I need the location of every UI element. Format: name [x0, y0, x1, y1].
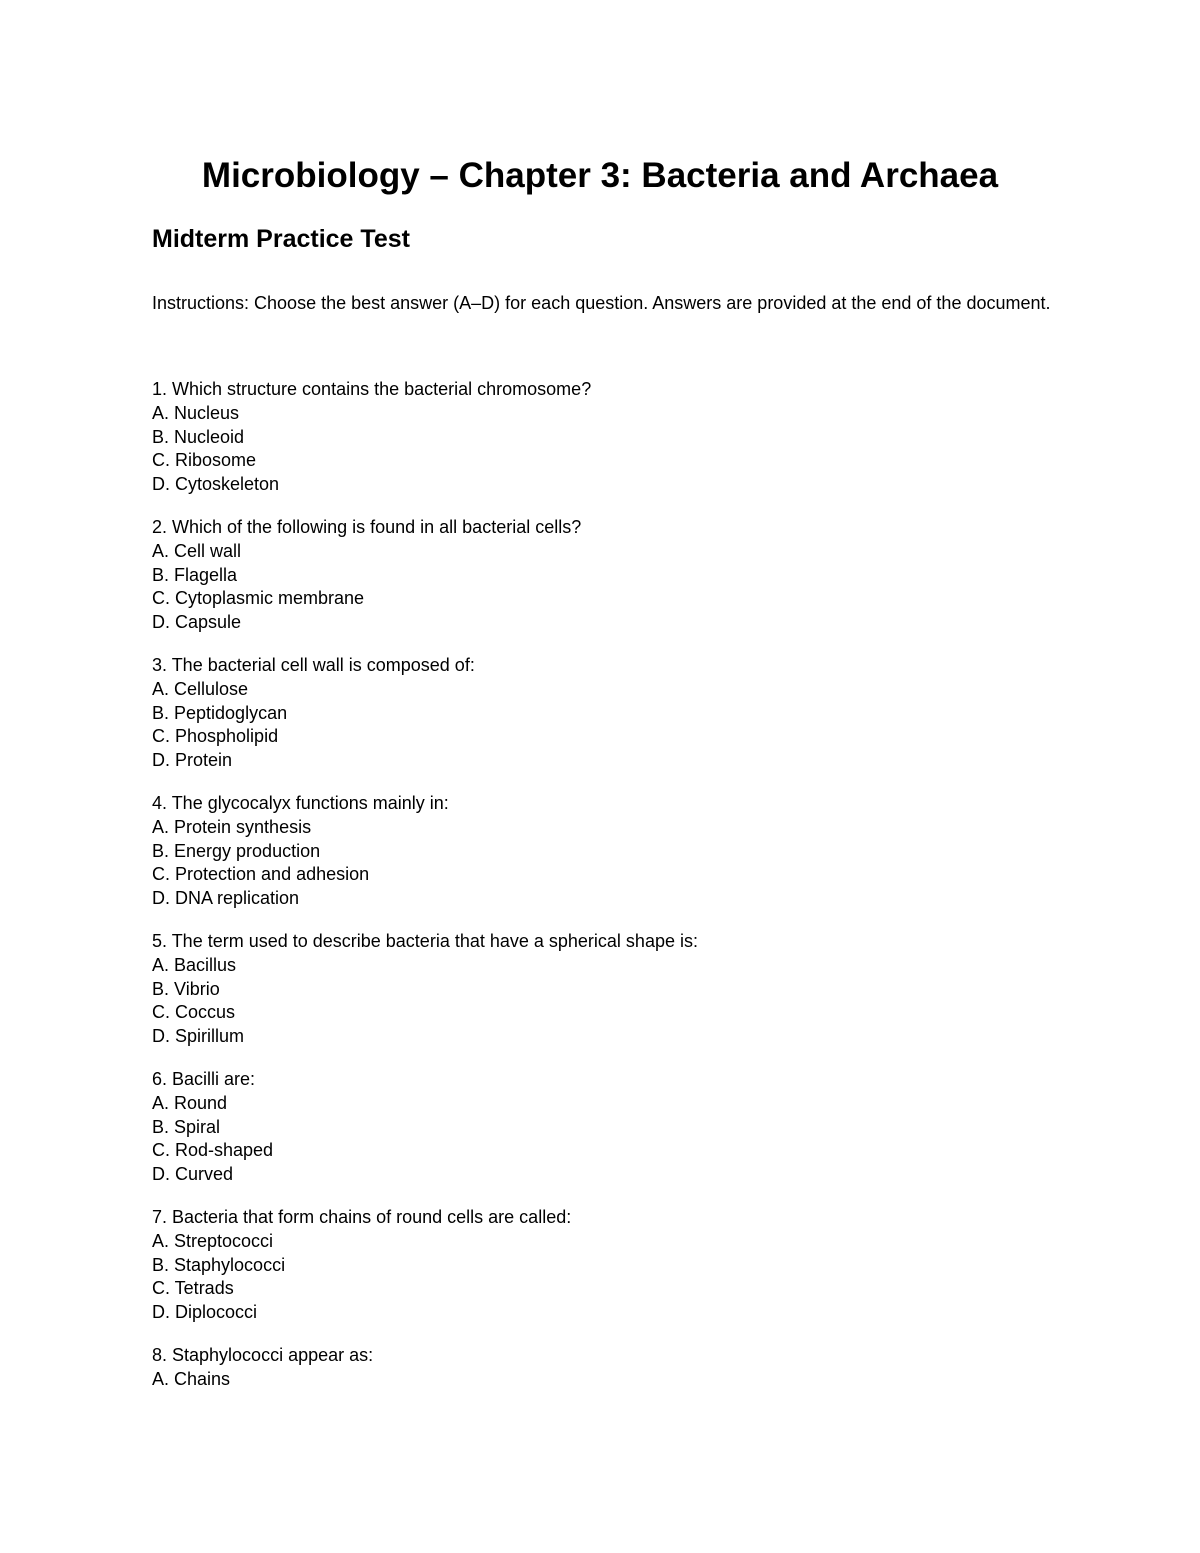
- question-text: 3. The bacterial cell wall is composed of:: [152, 654, 475, 675]
- answer-option: B. Nucleoid: [152, 426, 245, 447]
- question-3: [152, 654, 1052, 773]
- question-text: 5. The term used to describe bacteria that have a spherical shape is:: [152, 930, 698, 951]
- question-6: [152, 1068, 1052, 1187]
- answer-option: C. Coccus: [152, 1002, 236, 1023]
- answer-option: A. Streptococci: [152, 1230, 274, 1251]
- answer-option: C. Ribosome: [152, 450, 257, 471]
- question-7: [152, 1206, 1052, 1325]
- question-text: 7. Bacteria that form chains of round cells are called:: [152, 1206, 572, 1227]
- question-2: [152, 516, 1052, 635]
- question-1: [152, 378, 1052, 497]
- answer-option: D. Curved: [152, 1164, 234, 1185]
- answer-option: B. Vibrio: [152, 978, 220, 999]
- page-title: Microbiology – Chapter 3: Bacteria and Archaea: [201, 156, 999, 195]
- answer-option: C. Cytoplasmic membrane: [152, 588, 365, 609]
- answer-option: A. Round: [152, 1092, 228, 1113]
- question-4: [152, 792, 1052, 911]
- answer-option: C. Rod-shaped: [152, 1140, 274, 1161]
- question-text: 1. Which structure contains the bacterial chromosome?: [152, 379, 592, 399]
- answer-option: D. DNA replication: [152, 888, 300, 909]
- question-text: 4. The glycocalyx functions mainly in:: [152, 792, 449, 813]
- answer-option: A. Chains: [152, 1368, 231, 1389]
- question-text: 6. Bacilli are:: [152, 1068, 256, 1089]
- question-list: [152, 378, 1052, 1410]
- answer-option: C. Protection and adhesion: [152, 864, 370, 885]
- answer-option: B. Peptidoglycan: [152, 702, 288, 723]
- answer-option: D. Diplococci: [152, 1302, 258, 1323]
- answer-option: D. Protein: [152, 750, 233, 771]
- answer-option: D. Capsule: [152, 612, 242, 633]
- answer-option: C. Phospholipid: [152, 726, 279, 747]
- answer-option: A. Cellulose: [152, 678, 249, 699]
- question-8: [152, 1344, 1052, 1392]
- answer-option: B. Flagella: [152, 564, 238, 585]
- question-text: 8. Staphylococci appear as:: [152, 1344, 374, 1365]
- answer-option: B. Staphylococci: [152, 1254, 286, 1275]
- page-subtitle: Midterm Practice Test: [152, 225, 410, 253]
- answer-option: A. Nucleus: [152, 402, 240, 423]
- answer-option: C. Tetrads: [152, 1278, 234, 1299]
- question-text: 2. Which of the following is found in all bacterial cells?: [152, 516, 582, 537]
- instructions-text: Instructions: Choose the best answer (A–D) for each question. Answers are provided at the end of the document.: [152, 293, 1051, 313]
- answer-option: A. Protein synthesis: [152, 816, 312, 837]
- answer-option: B. Energy production: [152, 840, 321, 861]
- question-5: [152, 930, 1052, 1049]
- answer-option: D. Cytoskeleton: [152, 474, 280, 495]
- answer-option: D. Spirillum: [152, 1026, 245, 1047]
- answer-option: B. Spiral: [152, 1116, 221, 1137]
- answer-option: A. Bacillus: [152, 954, 237, 975]
- answer-option: A. Cell wall: [152, 540, 242, 561]
